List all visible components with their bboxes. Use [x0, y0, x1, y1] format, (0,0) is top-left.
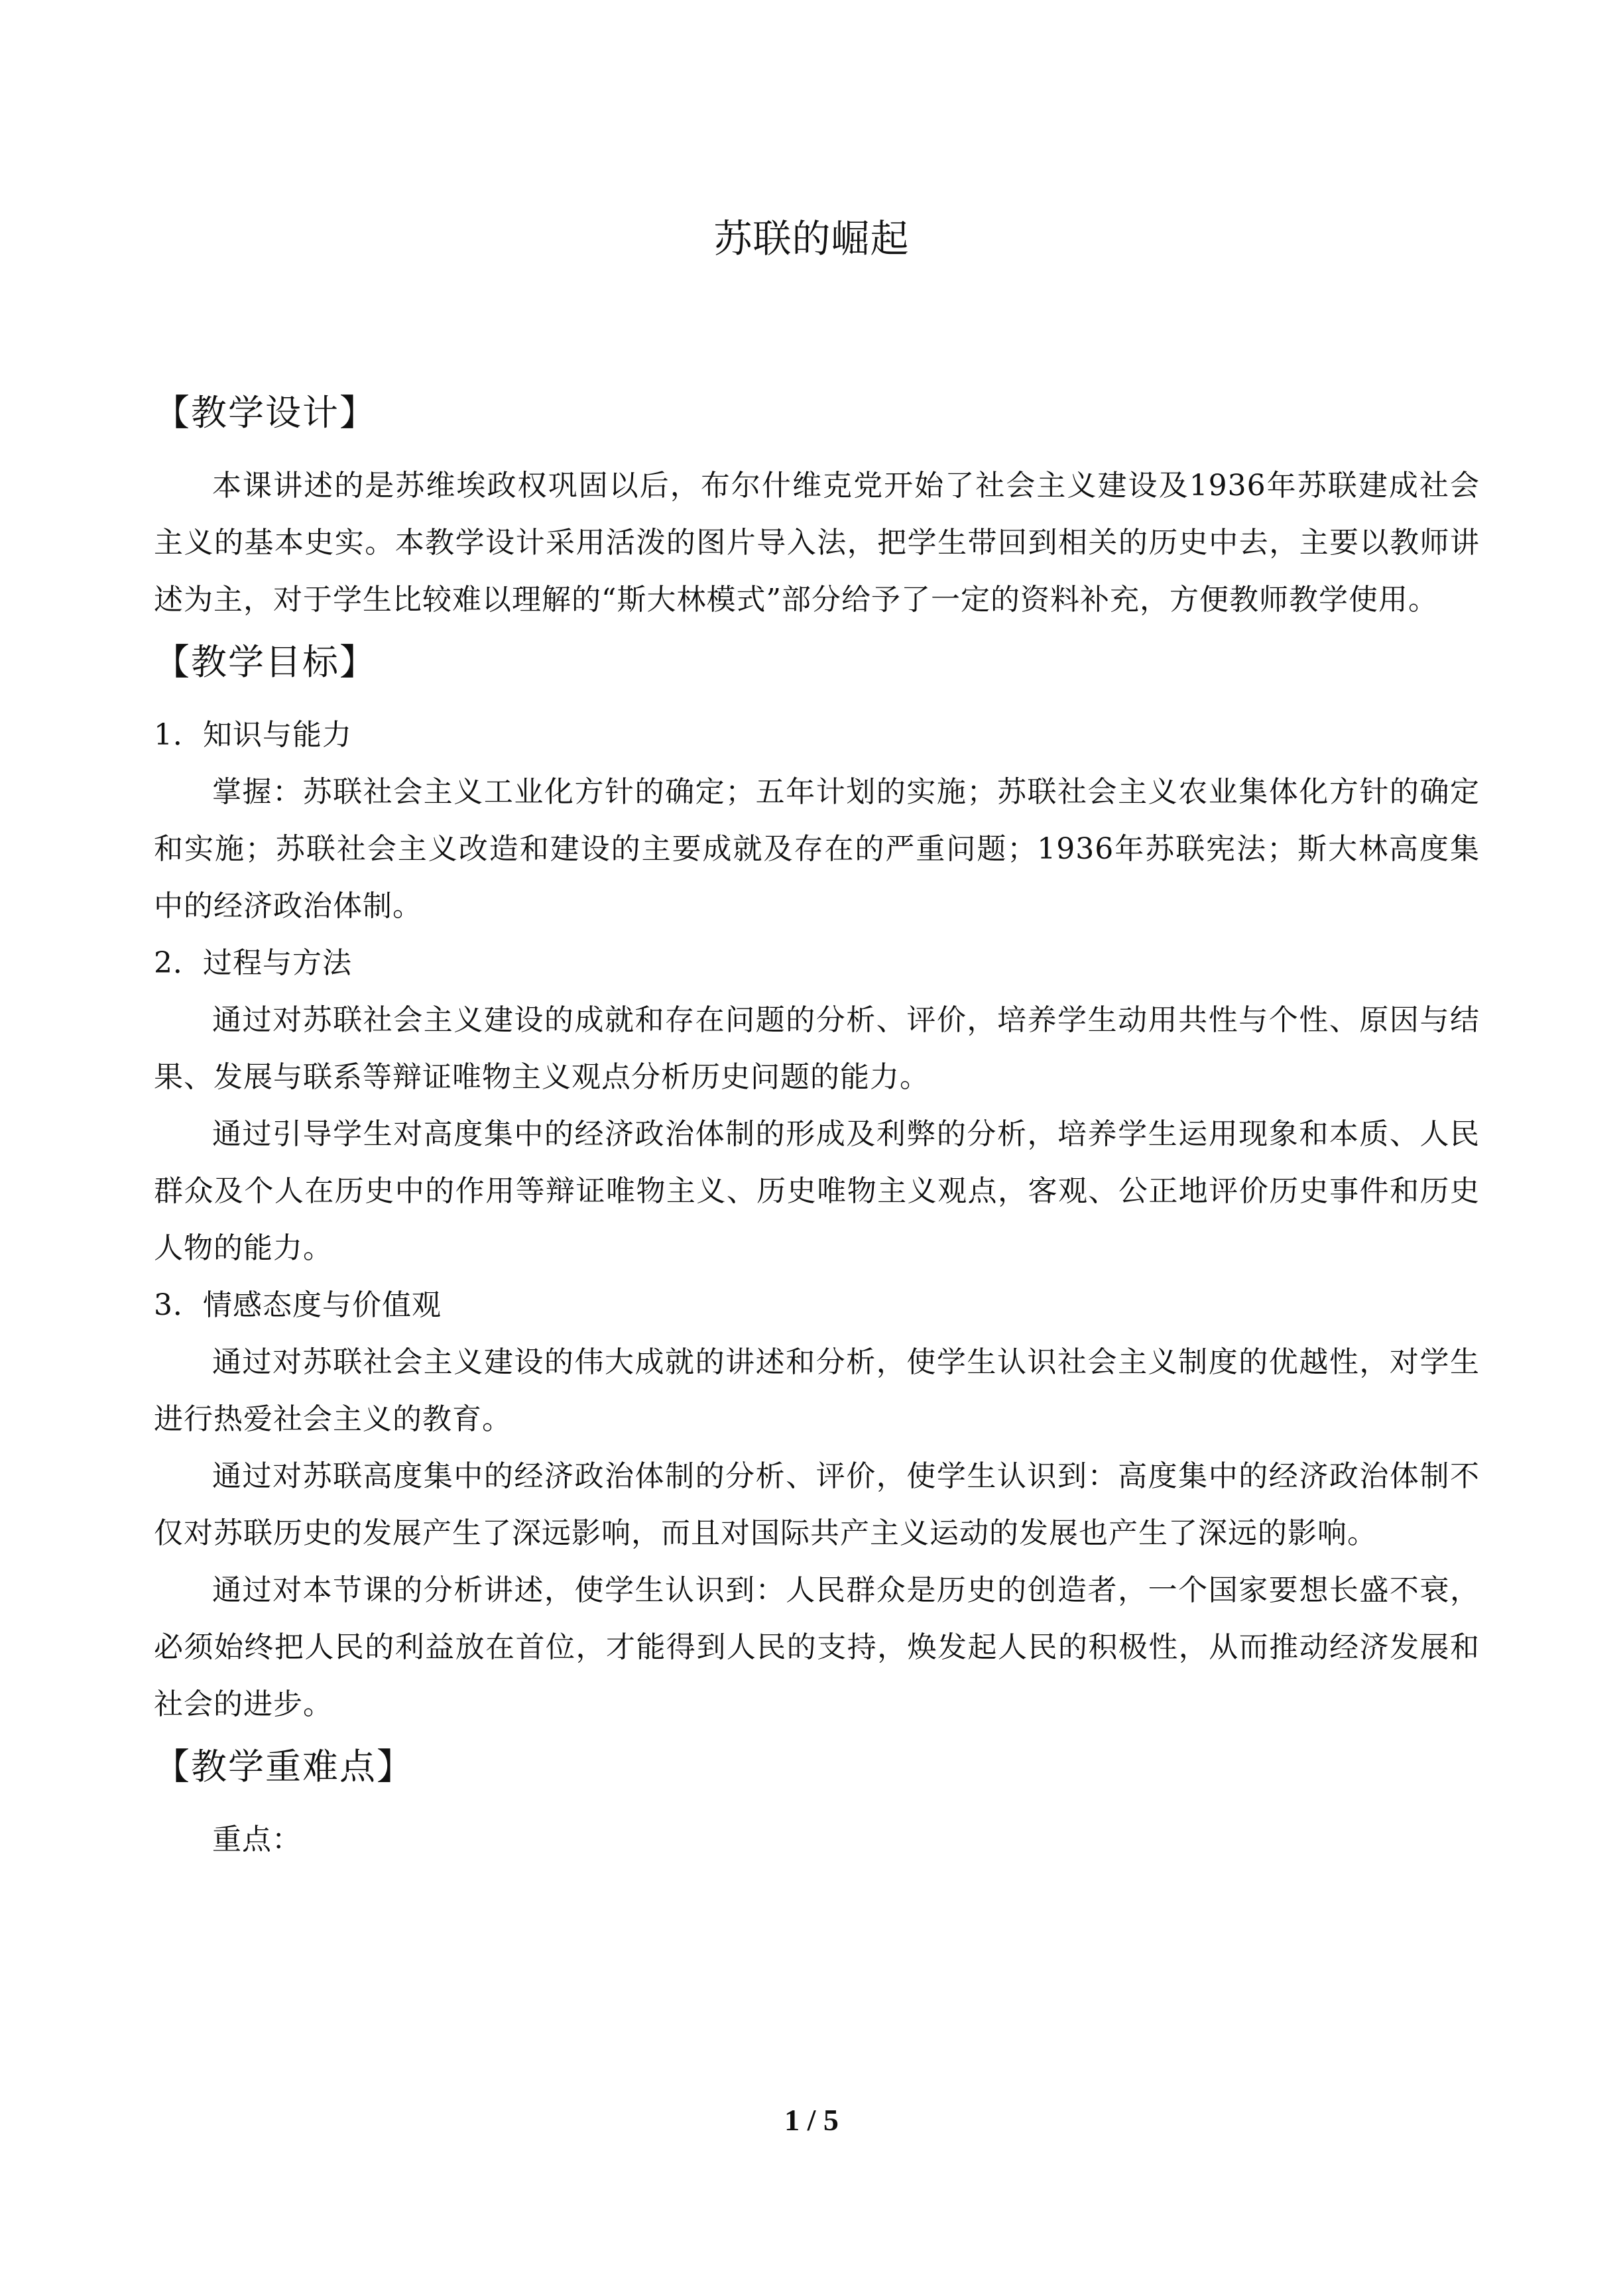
subsection-label: 2．过程与方法 [154, 946, 352, 980]
subsection-process-method [154, 935, 1480, 1277]
paragraph: 通过引导学生对高度集中的经济政治体制的形成及利弊的分析，培养学生运用现象和本质、人民群众及个人在历史中的作用等辩证唯物主义、历史唯物主义观点，客观、公正地评价历史事件和历史人物的能力。 [154, 1117, 1480, 1265]
page-number: 1 / 5 [784, 2103, 839, 2137]
paragraph: 通过对苏联社会主义建设的成就和存在问题的分析、评价，培养学生动用共性与个性、原因与结果、发展与联系等辩证唯物主义观点分析历史问题的能力。 [154, 1003, 1480, 1094]
paragraph: 本课讲述的是苏维埃政权巩固以后，布尔什维克党开始了社会主义建设及1936年苏联建成社会主义的基本史实。本教学设计采用活泼的图片导入法，把学生带回到相关的历史中去，主要以教师讲述为主，对于学生比较难以理解的“斯大林模式”部分给予了一定的资料补充，方便教师教学使用。 [154, 469, 1480, 617]
paragraph: 通过对苏联社会主义建设的伟大成就的讲述和分析，使学生认识社会主义制度的优越性，对学生进行热爱社会主义的教育。 [154, 1345, 1480, 1436]
paragraph: 通过对苏联高度集中的经济政治体制的分析、评价，使学生认识到：高度集中的经济政治体制不仅对苏联历史的发展产生了深远影响，而且对国际共产主义运动的发展也产生了深远的影响。 [154, 1459, 1480, 1550]
section-teaching-goals [154, 633, 1480, 1733]
section-heading: 【教学目标】 [154, 641, 377, 683]
section-key-difficult-points [154, 1737, 1480, 1868]
section-heading: 【教学设计】 [154, 392, 377, 434]
paragraph: 掌握：苏联社会主义工业化方针的确定；五年计划的实施；苏联社会主义农业集体化方针的确定和实施；苏联社会主义改造和建设的主要成就及存在的严重问题；1936年苏联宪法；斯大林高度集中的经济政治体制。 [154, 775, 1480, 923]
document-body [154, 383, 1480, 1868]
document-title: 苏联的崛起 [713, 216, 910, 261]
subsection-label: 3．情感态度与价值观 [154, 1288, 442, 1322]
subsection-emotion-values [154, 1277, 1480, 1733]
subsection-label: 1．知识与能力 [154, 718, 352, 752]
paragraph: 通过对本节课的分析讲述，使学生认识到：人民群众是历史的创造者，一个国家要想长盛不衰，必须始终把人民的利益放在首位，才能得到人民的支持，焕发起人民的积极性，从而推动经济发展和社会的进步。 [154, 1573, 1480, 1721]
subsection-knowledge-ability [154, 707, 1480, 935]
section-heading: 【教学重难点】 [154, 1746, 414, 1787]
paragraph: 重点： [212, 1823, 302, 1856]
section-teaching-design [154, 383, 1480, 629]
